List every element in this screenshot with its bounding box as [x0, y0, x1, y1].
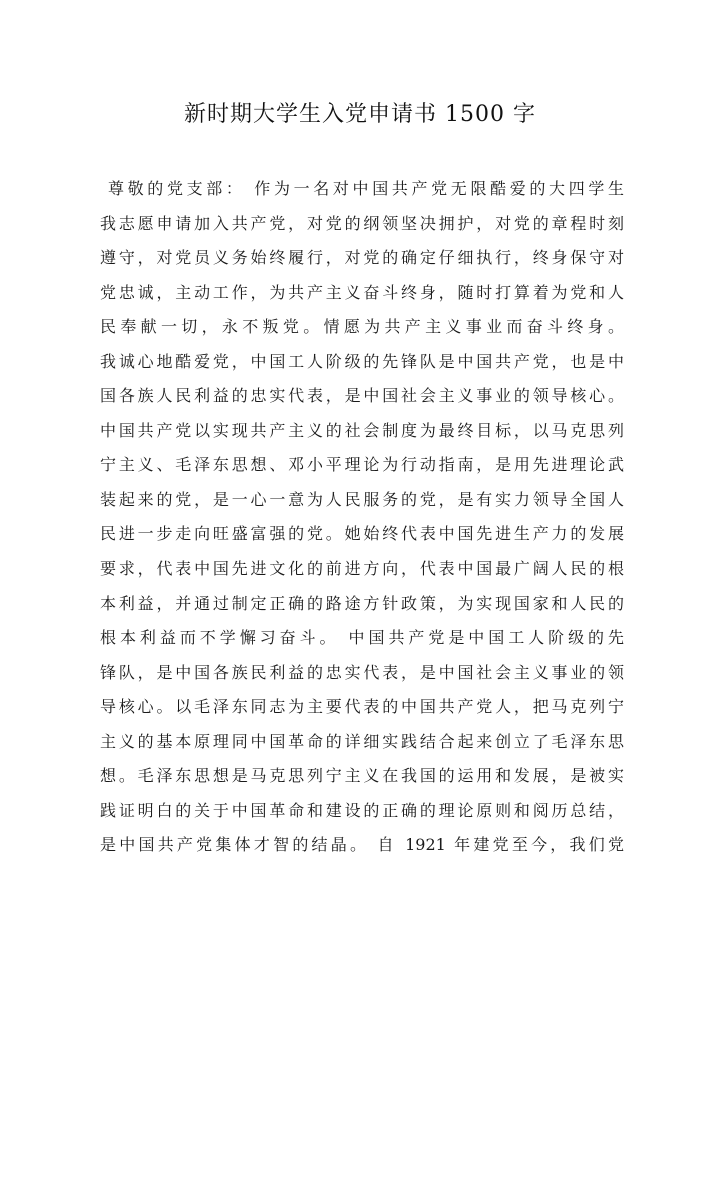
- body-line: 要求，代表中国先进文化的前进方向，代表中国最广阔人民的根: [100, 559, 624, 579]
- body-line: 是中国共产党集体才智的结晶。 自 1921 年建党至今，我们党: [100, 835, 624, 855]
- document-title: 新时期大学生入党申请书 1500 字: [184, 102, 536, 127]
- body-line: 根本利益而不学懈习奋斗。 中国共产党是中国工人阶级的先: [100, 628, 624, 648]
- body-line: 装起来的党，是一心一意为人民服务的党，是有实力领导全国人: [100, 489, 624, 509]
- body-line: 践证明白的关于中国革命和建设的正确的理论原则和阅历总结，: [100, 800, 624, 820]
- body-line: 尊敬的党支部： 作为一名对中国共产党无限酷爱的大四学生: [108, 179, 624, 198]
- body-line: 本利益，并通过制定正确的路途方针政策，为实现国家和人民的: [100, 593, 624, 613]
- body-line: 宁主义、毛泽东思想、邓小平理论为行动指南，是用先进理论武: [100, 455, 624, 475]
- body-line: 遵守，对党员义务始终履行，对党的确定仔细执行，终身保守对: [100, 248, 624, 268]
- document-body: [100, 172, 624, 863]
- body-line: 民进一步走向旺盛富强的党。她始终代表中国先进生产力的发展: [100, 524, 624, 544]
- body-line: 国各族人民利益的忠实代表，是中国社会主义事业的领导核心。: [100, 386, 624, 406]
- body-line: 主义的基本原理同中国革命的详细实践结合起来创立了毛泽东思: [100, 731, 624, 751]
- body-line: 我诚心地酷爱党，中国工人阶级的先锋队是中国共产党，也是中: [100, 351, 624, 371]
- body-line: 我志愿申请加入共产党，对党的纲领坚决拥护，对党的章程时刻: [100, 213, 624, 233]
- body-line: 党忠诚，主动工作，为共产主义奋斗终身，随时打算着为党和人: [100, 282, 624, 302]
- body-line: 民奉献一切，永不叛党。情愿为共产主义事业而奋斗终身。: [100, 317, 624, 337]
- body-line: 想。毛泽东思想是马克思列宁主义在我国的运用和发展，是被实: [100, 766, 624, 786]
- body-line: 中国共产党以实现共产主义的社会制度为最终目标，以马克思列: [100, 420, 624, 440]
- body-line: 导核心。以毛泽东同志为主要代表的中国共产党人，把马克列宁: [100, 697, 624, 717]
- body-line: 锋队，是中国各族民利益的忠实代表，是中国社会主义事业的领: [100, 662, 624, 682]
